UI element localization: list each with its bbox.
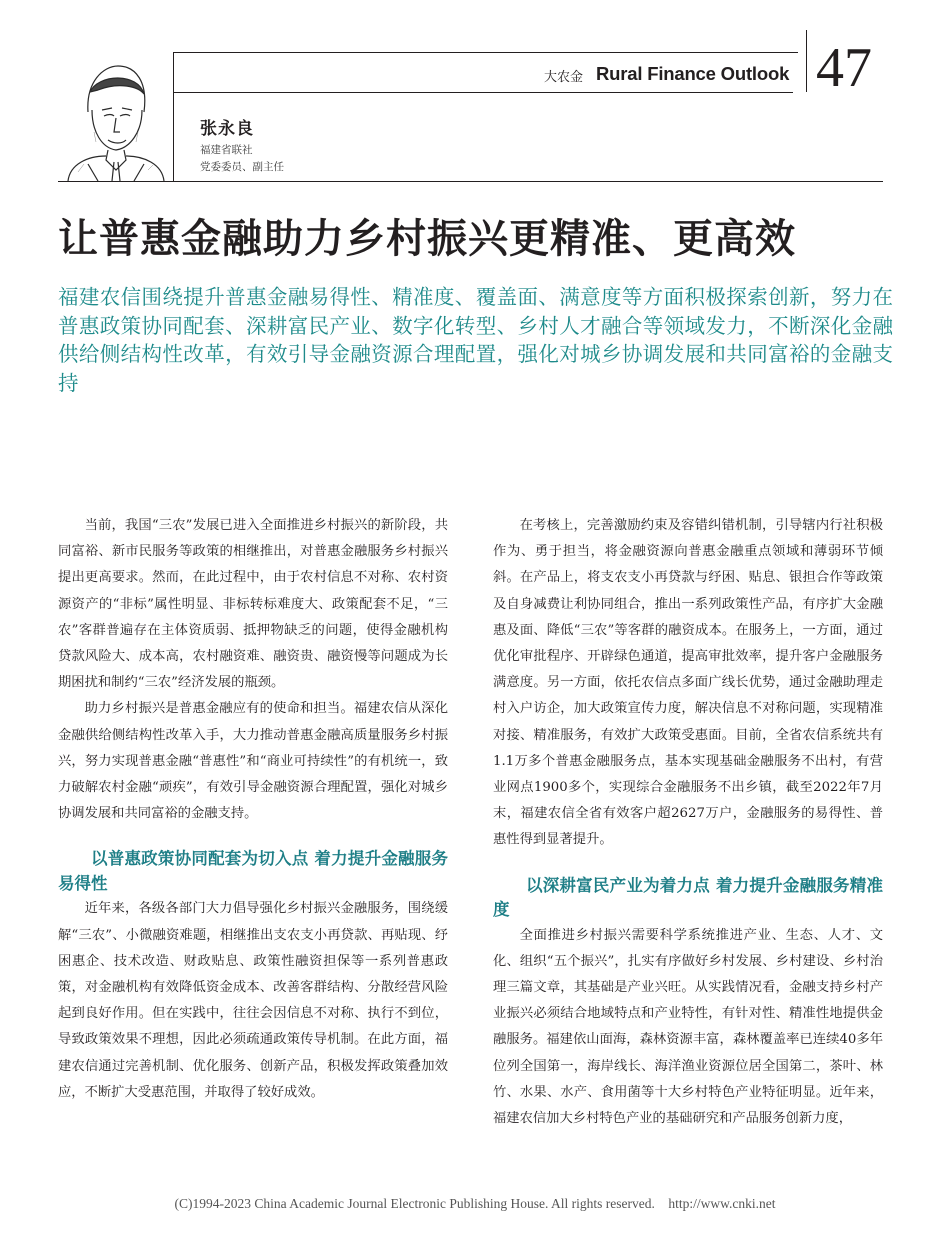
page-number: 47 <box>816 37 872 99</box>
body-column-right <box>493 513 883 1132</box>
author-portrait <box>58 52 173 181</box>
section-heading: 以普惠政策协同配套为切入点 着力提升金融服务易得性 <box>58 849 448 893</box>
column-name-english: Rural Finance Outlook <box>596 63 790 84</box>
paragraph: 全面推进乡村振兴需要科学系统推进产业、生态、人才、文化、组织“五个振兴”，扎实有序做好乡村发展、乡村建设、乡村治理三篇文章，其基础是产业兴旺。从实践情况看，金融支持乡村产业振兴必须结合地域特点和产业特性，有针对性、精准性地提供金融服务。福建依山面海，森林资源丰富，森林覆盖率已连续40多年位列全国第一，海岸线长、海洋渔业资源位居全国第二，茶叶、林竹、水果、水产、食用菌等十大乡村特色产业特征明显。近年来，福建农信加大乡村特色产业的基础研究和产品服务创新力度， <box>493 927 883 1127</box>
paragraph: 近年来，各级各部门大力倡导强化乡村振兴金融服务，围绕缓解“三农”、小微融资难题，相继推出支农支小再贷款、再贴现、纾困惠企、技术改造、财政贴息、政策性融资担保等一系列普惠政策，对金融机构有效降低资金成本、改善客群结构、分散经营风险起到良好作用。但在实践中，往往会因信息不对称、执行不到位，导致政策效果不理想，因此必须疏通政策传导机制。在此方面，福建农信通过完善机制、优化服务、创新产品，积极发挥政策叠加效应，不断扩大受惠范围，并取得了较好成效。 <box>58 901 448 1100</box>
section-heading: 以深耕富民产业为着力点 着力提升金融服务精准度 <box>493 875 883 920</box>
author-title: 党委委员、副主任 <box>200 161 284 173</box>
portrait-right-rule <box>173 52 174 182</box>
page-number-rule <box>806 30 807 92</box>
paragraph: 在考核上，完善激励约束及容错纠错机制，引导辖内行社积极作为、勇于担当，将金融资源向普惠金融重点领域和薄弱环节倾斜。在产品上，将支农支小再贷款与纾困、贴息、银担合作等政策及自身减费让利协同组合，推出一系列政策性产品，有序扩大金融惠及面、降低“三农”等客群的融资成本。在服务上，一方面，通过优化审批程序、开辟绿色通道，提高审批效率，提升客户金融服务满意度。另一方面，依托农信点多面广线长优势，通过金融助理走村入户访企，加大政策宣传力度，解决信息不对称问题，实现精准对接、精准服务，有效扩大政策受惠面。目前，全省农信系统共有1.1万多个普惠金融服务点，基本实现基础金融服务不出村，有营业网点1900多个，实现综合金融服务不出乡镇，截至2022年7月末，福建农信全省有效客户超2627万户，金融服务的易得性、普惠性得到显著提升。 <box>493 518 883 848</box>
paragraph: 助力乡村振兴是普惠金融应有的使命和担当。福建农信从深化金融供给侧结构性改革入手，大力推动普惠金融高质量服务乡村振兴，努力实现普惠金融“普惠性”和“商业可持续性”的有机统一，致力破解农村金融“顽疾”，有效引导金融资源合理配置，强化对城乡协调发展和共同富裕的金融支持。 <box>58 701 448 822</box>
article-title: 让普惠金融助力乡村振兴更精准、更高效 <box>58 216 796 262</box>
author-name: 张永良 <box>200 119 254 139</box>
author-organization: 福建省联社 <box>200 144 253 156</box>
copyright-footer: (C)1994-2023 China Academic Journal Electronic Publishing House. All rights reserved. http://www.cnki.net <box>174 1196 776 1211</box>
header-mid-rule <box>173 92 793 93</box>
paragraph: 当前，我国“三农”发展已进入全面推进乡村振兴的新阶段，共同富裕、新市民服务等政策的相继推出，对普惠金融服务乡村振兴提出更高要求。然而，在此过程中，由于农村信息不对称、农村资源资产的“非标”属性明显、非标转标难度大、政策配套不足，“三农”客群普遍存在主体资质弱、抵押物缺乏的问题，使得金融机构贷款风险大、成本高，农村融资难、融资贵、融资慢等问题成为长期困扰和制约“三农”经济发展的瓶颈。 <box>58 518 448 691</box>
body-column-left <box>58 513 448 1106</box>
header-bottom-rule <box>58 181 883 182</box>
article-lede: 福建农信围绕提升普惠金融易得性、精准度、覆盖面、满意度等方面积极探索创新，努力在普惠政策协同配套、深耕富民产业、数字化转型、乡村人才融合等领域发力，不断深化金融供给侧结构性改革，有效引导金融资源合理配置，强化对城乡协调发展和共同富裕的金融支持 <box>58 285 893 395</box>
column-name-chinese: 大农金 <box>544 70 584 85</box>
